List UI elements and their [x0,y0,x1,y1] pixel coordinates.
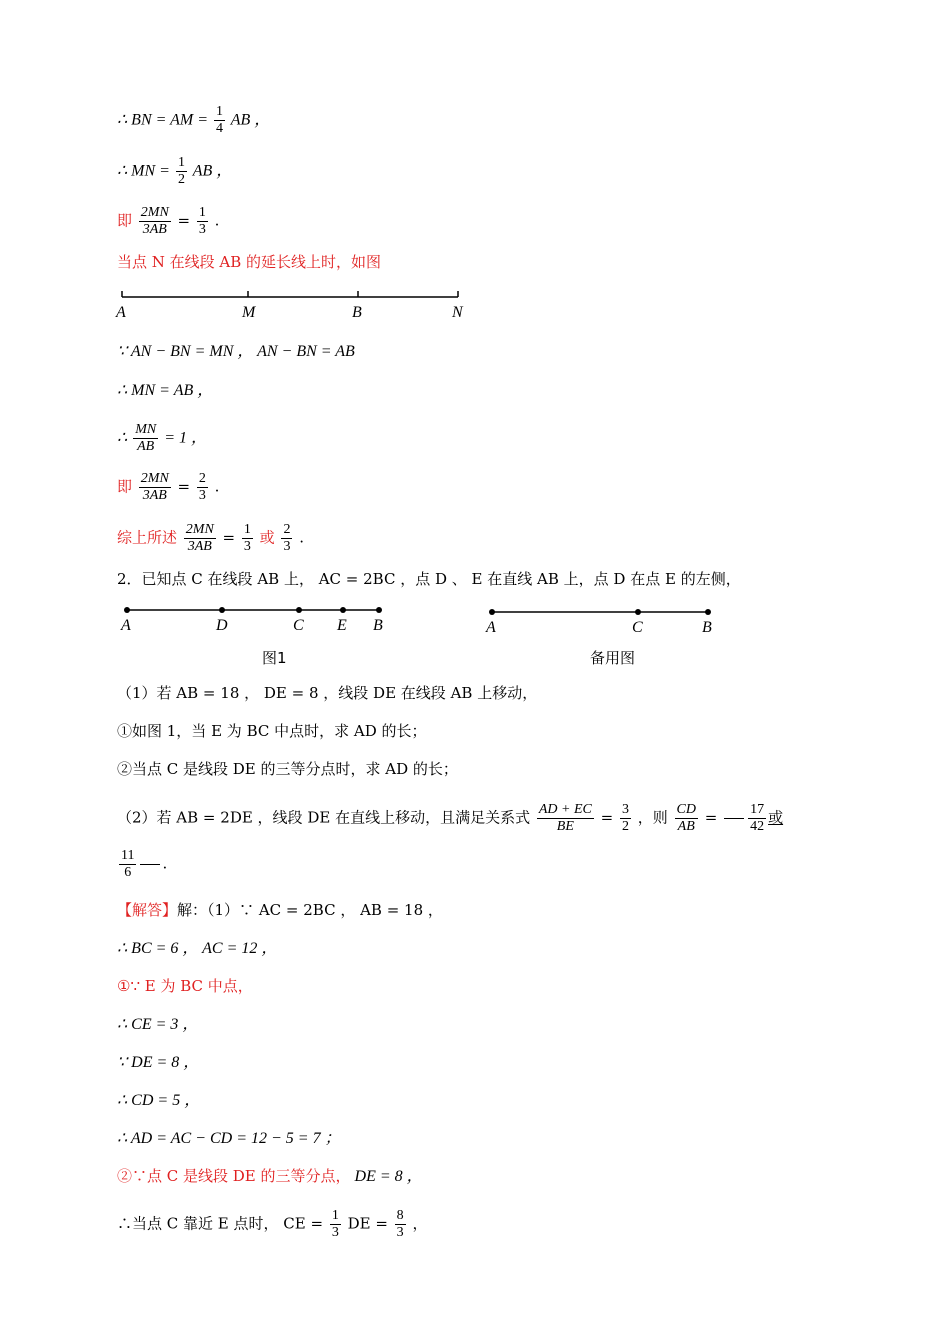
label-C: C [293,617,304,634]
label-B: B [702,619,712,636]
line-case-extension: 当点 N 在线段 AB 的延长线上时，如图 [117,253,382,271]
line-bn-am: ∴ BN = AM = $\frac{1}{4}$ AB ， [117,104,271,136]
fraction: $\frac{MN}{AB}$ [135,422,157,454]
label-A: A [121,617,131,634]
part-2: （2）若 AB = 2DE ，线段 DE 在直线上移动，且满足关系式 $\frac{AD + EC}{BE}$ = $\frac{3}{2}$ ，则 $\frac{CD}{AB}$ = $\frac{17}{42}$ 或 [117,802,784,834]
part-1b: ②当点 C 是线段 DE 的三等分点时，求 AD 的长； [117,760,458,778]
answer-line-6: ∴ CD = 5 ， [117,1092,201,1109]
fraction: $\frac{1}{3}$ [198,205,206,237]
label-M: M [242,304,256,321]
fraction: $\frac{AD + EC}{BE}$ [538,802,592,834]
backup-figure-segment [480,602,720,640]
fraction: $\frac{2MN}{3AB}$ [140,471,169,503]
part-1a: ①如图 1，当 E 为 BC 中点时，求 AD 的长； [117,722,427,740]
answer-blank [140,864,160,865]
fraction: $\frac{2}{3}$ [198,471,206,503]
line-because-an-bn: ∵ AN − BN = MN ， AN − BN = AB [117,343,355,360]
part-1: （1）若 AB = 18 ， DE = 8 ，线段 DE 在线段 AB 上移动， [117,684,538,702]
label-A: A [486,619,496,636]
line-mn-eq-ab: ∴ MN = AB ， [117,382,214,399]
answer-line-5: ∵ DE = 8 ， [117,1054,200,1071]
line-ratio-two-thirds: 即 $\frac{2MN}{3AB}$ = $\frac{2}{3}$ . [117,471,220,503]
fraction: $\frac{1}{3}$ [331,1208,339,1240]
label-C: C [632,619,643,636]
backup-figure-caption: 备用图 [590,649,636,667]
answer-line-7: ∴ AD = AC − CD = 12 − 5 = 7 ； [117,1130,341,1147]
fraction: $\frac{2}{3}$ [283,522,291,554]
fraction: $\frac{1}{3}$ [243,522,251,554]
answer-line-3: ①∵ E 为 BC 中点， [117,977,253,995]
label-E: E [337,617,347,634]
fraction: $\frac{3}{2}$ [621,802,629,834]
line-ratio-one-third: 即 $\frac{2MN}{3AB}$ = $\frac{1}{3}$ . [117,205,220,237]
figure-1-caption: 图1 [262,649,287,667]
fraction: $\frac{1}{4}$ [216,104,224,136]
part-2-continued: $\frac{11}{6}$ . [121,848,168,880]
figure-1-segment [115,600,395,638]
fraction: $\frac{2MN}{3AB}$ [185,522,214,554]
fraction: $\frac{8}{3}$ [396,1208,404,1240]
line-mn-ab-ratio: ∴ $\frac{MN}{AB}$ = 1 ， [117,422,207,454]
answer-line-2: ∴ BC = 6 ， AC = 12 ， [117,940,278,957]
label-A: A [116,304,126,321]
line-mn-half: ∴ MN = $\frac{1}{2}$ AB ， [117,155,233,187]
answer-line-8: ②∵点 C 是线段 DE 的三等分点， DE = 8 ， [117,1167,423,1185]
answer-line-4: ∴ CE = 3 ， [117,1016,199,1033]
segment-figure-ambn [110,285,480,325]
answer-start: 【解答】解：（1）∵ AC = 2BC ， AB = 18 ， [117,901,443,919]
fraction: $\frac{11}{6}$ [121,848,135,880]
line-summary: 综上所述 $\frac{2MN}{3AB}$ = $\frac{1}{3}$ 或 $\frac{2}{3}$ . [117,522,304,554]
label-N: N [452,304,463,321]
fraction: $\frac{17}{42}$ [750,802,765,834]
label-B: B [352,304,362,321]
fraction: $\frac{2MN}{3AB}$ [140,205,169,237]
fraction: $\frac{1}{2}$ [177,155,185,187]
answer-blank [724,818,744,819]
answer-tag: 【解答】 [117,901,178,919]
fraction: $\frac{CD}{AB}$ [676,802,696,834]
answer-line-9: ∴当点 C 靠近 E 点时， CE = $\frac{1}{3}$ DE = $\frac{8}{3}$ ， [117,1208,428,1240]
label-B: B [373,617,383,634]
label-D: D [216,617,228,634]
question-2-stem: 2．已知点 C 在线段 AB 上， AC = 2BC ，点 D 、 E 在直线 AB 上，点 D 在点 E 的左侧， [117,570,741,588]
